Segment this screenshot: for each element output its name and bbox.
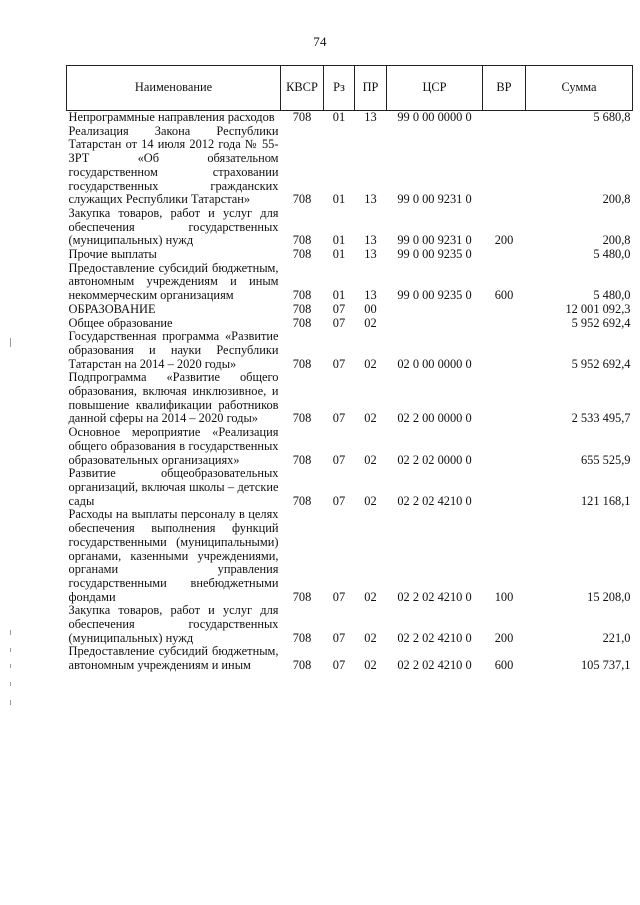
row-csr: 02 2 02 4210 0 <box>397 589 472 604</box>
row-csr: 02 2 00 0000 0 <box>397 411 472 426</box>
scan-artifact <box>10 648 11 652</box>
row-name: Предоставление субсидий бюджетным, автономным учреждениям и иным <box>68 644 279 673</box>
row-pr: 02 <box>364 315 377 330</box>
row-sum: 121 168,1 <box>580 493 631 508</box>
row-vr <box>483 125 526 207</box>
row-pr: 02 <box>364 493 377 508</box>
row-kvsr: 708 <box>292 630 312 645</box>
row-rz: 01 <box>332 192 346 207</box>
row-name: Расходы на выплаты персоналу в целях обеспечения выполнения функций государственными (муниципальными) органами, казенными учреждениями, органами управления государственными внебюджетными фондами <box>68 507 279 604</box>
row-vr: 200 <box>494 233 514 248</box>
table-header <box>67 66 633 111</box>
header-sum: Сумма <box>526 66 633 111</box>
scan-artifact <box>10 682 11 686</box>
row-rz: 07 <box>332 452 346 467</box>
row-csr: 99 0 00 9235 0 <box>397 247 472 262</box>
row-sum: 221,0 <box>602 630 631 645</box>
header-vr: ВР <box>483 66 526 111</box>
row-csr: 99 0 00 9235 0 <box>397 288 472 303</box>
row-vr <box>483 111 526 125</box>
row-vr <box>483 330 526 371</box>
row-rz: 07 <box>332 630 346 645</box>
table-row <box>67 125 633 207</box>
row-vr <box>483 467 526 508</box>
table-row <box>67 467 633 508</box>
row-rz: 07 <box>332 301 346 316</box>
row-rz: 07 <box>332 493 346 508</box>
row-pr: 02 <box>364 452 377 467</box>
row-kvsr: 708 <box>292 658 312 673</box>
table-row <box>67 371 633 426</box>
table-row <box>67 248 633 262</box>
table-row <box>67 317 633 331</box>
row-rz: 07 <box>332 658 346 673</box>
row-rz: 01 <box>332 233 346 248</box>
row-csr <box>387 317 483 331</box>
table-row <box>67 604 633 645</box>
row-name: Развитие общеобразовательных организаций, включая школы – детские сады <box>68 466 279 508</box>
row-kvsr: 708 <box>292 247 312 262</box>
header-csr: ЦСР <box>387 66 483 111</box>
row-pr: 13 <box>364 247 377 262</box>
row-sum: 200,8 <box>602 192 631 207</box>
row-kvsr: 708 <box>292 589 312 604</box>
row-pr: 00 <box>364 301 377 316</box>
scan-artifact <box>10 630 11 635</box>
row-vr <box>483 371 526 426</box>
row-kvsr: 708 <box>292 315 312 330</box>
row-rz: 07 <box>332 356 346 371</box>
row-pr: 02 <box>364 411 377 426</box>
row-sum: 15 208,0 <box>587 589 631 604</box>
header-name: Наименование <box>67 66 281 111</box>
row-sum: 655 525,9 <box>580 452 631 467</box>
row-kvsr: 708 <box>292 233 312 248</box>
row-kvsr: 708 <box>292 411 312 426</box>
row-sum: 5 480,0 <box>593 247 631 262</box>
row-sum: 5 480,0 <box>593 288 631 303</box>
row-sum: 5 952 692,4 <box>571 315 631 330</box>
header-rz: Рз <box>324 66 355 111</box>
row-csr: 99 0 00 0000 0 <box>397 110 472 124</box>
row-name: ОБРАЗОВАНИЕ <box>68 301 156 316</box>
row-csr: 02 2 02 4210 0 <box>397 658 472 673</box>
row-name: Закупка товаров, работ и услуг для обеспечения государственных (муниципальных) нужд <box>68 603 279 645</box>
row-sum: 105 737,1 <box>580 658 631 673</box>
row-rz: 01 <box>332 110 346 124</box>
row-csr <box>387 303 483 317</box>
row-kvsr: 708 <box>292 192 312 207</box>
row-pr: 02 <box>364 589 377 604</box>
row-sum: 5 952 692,4 <box>571 356 631 371</box>
header-kvsr: КВСР <box>281 66 324 111</box>
row-vr <box>483 248 526 262</box>
row-kvsr: 708 <box>292 356 312 371</box>
row-csr: 02 2 02 4210 0 <box>397 630 472 645</box>
row-pr: 13 <box>364 192 377 207</box>
row-sum: 5 680,8 <box>593 110 631 124</box>
row-name: Подпрограмма «Развитие общего образования, включая инклюзивное, и повышение квалификации работников данной сферы на 2014 – 2020 годы» <box>68 370 279 426</box>
row-rz: 07 <box>332 589 346 604</box>
scan-artifact <box>10 700 11 705</box>
row-kvsr: 708 <box>292 301 312 316</box>
page-number: 74 <box>313 34 327 49</box>
row-csr: 02 2 02 4210 0 <box>397 493 472 508</box>
row-vr: 100 <box>494 589 514 604</box>
table-row <box>67 508 633 604</box>
row-rz: 07 <box>332 411 346 426</box>
row-vr: 600 <box>494 288 514 303</box>
row-pr: 13 <box>364 288 377 303</box>
table-row <box>67 645 633 672</box>
row-kvsr: 708 <box>292 452 312 467</box>
row-rz: 01 <box>332 288 346 303</box>
row-name: Реализация Закона Республики Татарстан от 14 июля 2012 года № 55-ЗРТ «Об обязательном государственном страховании государственных гражданских служащих Республики Татарстан» <box>68 123 279 207</box>
row-name: Предоставление субсидий бюджетным, автономным учреждениям и иным некоммерческим организациям <box>68 260 279 303</box>
row-csr: 02 2 02 0000 0 <box>397 452 472 467</box>
table-row <box>67 207 633 248</box>
row-vr: 200 <box>494 630 514 645</box>
row-csr: 99 0 00 9231 0 <box>397 233 472 248</box>
row-pr: 02 <box>364 658 377 673</box>
row-name: Общее образование <box>68 315 173 330</box>
scan-artifact <box>10 338 11 347</box>
row-pr: 02 <box>364 630 377 645</box>
row-name: Основное мероприятие «Реализация общего образования в государственных образовательных организациях» <box>68 425 279 467</box>
table-body <box>67 111 633 673</box>
row-vr <box>483 426 526 467</box>
row-csr: 02 0 00 0000 0 <box>397 356 472 371</box>
row-rz: 01 <box>332 247 346 262</box>
row-name: Непрограммные направления расходов <box>68 110 275 124</box>
table-row <box>67 330 633 371</box>
row-name: Прочие выплаты <box>68 247 157 262</box>
header-row <box>67 66 633 111</box>
table-row <box>67 303 633 317</box>
row-csr: 99 0 00 9231 0 <box>397 192 472 207</box>
row-vr <box>483 303 526 317</box>
row-kvsr: 708 <box>292 110 312 124</box>
row-name: Закупка товаров, работ и услуг для обеспечения государственных (муниципальных) нужд <box>68 205 279 248</box>
row-pr: 13 <box>364 110 377 124</box>
row-sum: 200,8 <box>602 233 631 248</box>
row-pr: 13 <box>364 233 377 248</box>
row-vr <box>483 317 526 331</box>
table-row <box>67 426 633 467</box>
row-sum: 2 533 495,7 <box>571 411 631 426</box>
row-sum: 12 001 092,3 <box>565 301 631 316</box>
row-name: Государственная программа «Развитие образования и науки Республики Татарстан на 2014 – 2020 годы» <box>68 329 279 371</box>
scan-artifact <box>10 664 11 668</box>
row-kvsr: 708 <box>292 288 312 303</box>
row-rz: 07 <box>332 315 346 330</box>
budget-table <box>66 65 633 673</box>
row-vr: 600 <box>494 658 514 673</box>
table-row <box>67 262 633 303</box>
table-row <box>67 111 633 125</box>
row-kvsr: 708 <box>292 493 312 508</box>
header-pr: ПР <box>355 66 387 111</box>
row-pr: 02 <box>364 356 377 371</box>
